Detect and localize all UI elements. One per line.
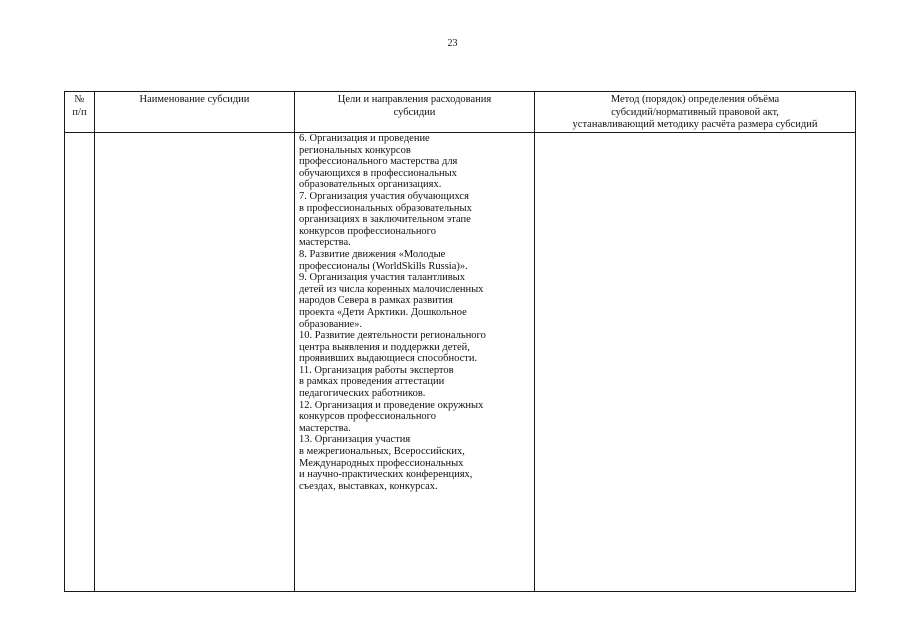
- header-subsidy-name: [95, 92, 295, 133]
- goal-line: организациях в заключительном этапе: [299, 214, 471, 226]
- cell-subsidy-name: [95, 133, 295, 592]
- goal-line: образовательных организациях.: [299, 179, 442, 191]
- goal-line: 6. Организация и проведение: [299, 133, 430, 144]
- goal-line: и научно-практических конференциях,: [299, 469, 473, 481]
- goal-line: обучающихся в профессиональных: [299, 167, 457, 179]
- goal-line: 8. Развитие движения «Молодые: [299, 248, 446, 260]
- table-header-row: [65, 92, 856, 133]
- cell-number: [65, 133, 95, 592]
- goal-line: проявивших выдающиеся способности.: [299, 353, 478, 365]
- cell-method: [535, 133, 856, 592]
- goal-line: в межрегиональных, Всероссийских,: [299, 446, 465, 458]
- goal-line: мастерства.: [299, 237, 351, 249]
- goal-line: 11. Организация работы экспертов: [299, 364, 454, 376]
- goal-line: 12. Организация и проведение окружных: [299, 399, 484, 411]
- goal-line: съездах, выставках, конкурсах.: [299, 480, 438, 492]
- goal-line: 13. Организация участия: [299, 434, 411, 446]
- goal-line: конкурсов профессионального: [299, 411, 436, 423]
- goal-line: проекта «Дети Арктики. Дошкольное: [299, 306, 467, 318]
- goal-line: педагогических работников.: [299, 388, 426, 400]
- goal-line: конкурсов профессионального: [299, 225, 436, 237]
- header-number-line: п/п: [72, 106, 87, 118]
- goal-line: в профессиональных образовательных: [299, 202, 472, 214]
- page-number: 23: [447, 38, 458, 49]
- cell-goals: [295, 133, 535, 592]
- header-goals: [295, 92, 535, 133]
- goal-line: образование».: [299, 318, 363, 330]
- header-number: [65, 92, 95, 133]
- goal-line: центра выявления и поддержки детей,: [299, 341, 470, 353]
- goal-line: профессионального мастерства для: [299, 156, 458, 168]
- header-goals-line: Цели и направления расходования: [337, 94, 492, 105]
- goal-line: Международных профессиональных: [299, 457, 464, 469]
- goal-line: 9. Организация участия талантливых: [299, 272, 465, 284]
- goal-line: профессионалы (WorldSkills Russia)».: [299, 260, 468, 272]
- header-number-line: №: [74, 94, 85, 105]
- header-subsidy-name-line: Наименование субсидии: [139, 94, 250, 105]
- goal-line: региональных конкурсов: [299, 144, 411, 156]
- header-method: [535, 92, 856, 133]
- goal-line: детей из числа коренных малочисленных: [299, 283, 484, 295]
- goal-line: в рамках проведения аттестации: [299, 376, 445, 388]
- goal-line: 10. Развитие деятельности регионального: [299, 330, 486, 342]
- goal-line: народов Севера в рамках развития: [299, 295, 453, 307]
- header-method-line: субсидий/нормативный правовой акт,: [611, 106, 779, 118]
- header-goals-line: субсидии: [393, 106, 436, 118]
- header-method-line: Метод (порядок) определения объёма: [610, 94, 780, 105]
- header-method-line: устанавливающий методику расчёта размера субсидий: [572, 119, 818, 130]
- goal-line: мастерства.: [299, 422, 351, 434]
- table-row: [65, 133, 856, 592]
- goal-line: 7. Организация участия обучающихся: [299, 190, 469, 202]
- subsidy-table: [64, 91, 856, 592]
